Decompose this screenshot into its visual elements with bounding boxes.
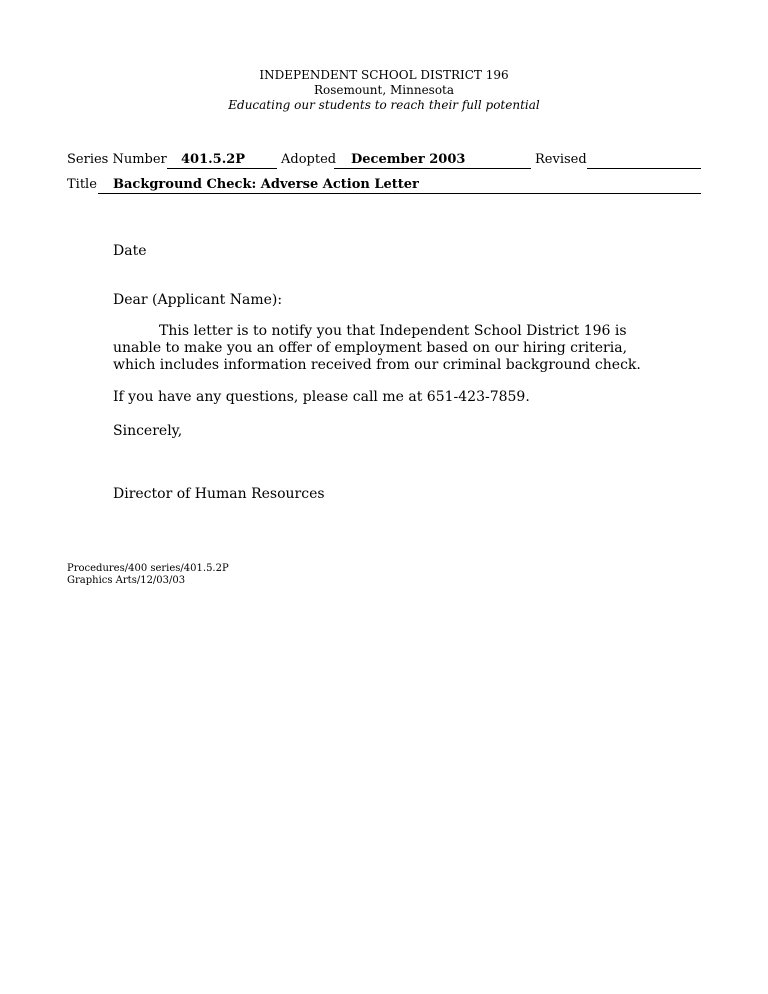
title-value: Background Check: Adverse Action Letter bbox=[113, 177, 419, 192]
footer-revision: Graphics Arts/12/03/03 bbox=[67, 575, 186, 586]
district-name: INDEPENDENT SCHOOL DISTRICT 196 bbox=[259, 68, 509, 82]
footer-path: Procedures/400 series/401.5.2P bbox=[67, 563, 229, 574]
letter-body-line-2: unable to make you an offer of employment based on our hiring criteria, bbox=[113, 340, 628, 356]
revised-field bbox=[587, 151, 701, 169]
series-number-label: Series Number bbox=[67, 152, 167, 167]
letter-date: Date bbox=[113, 243, 147, 259]
policy-title-row bbox=[67, 176, 701, 194]
series-number-value: 401.5.2P bbox=[181, 152, 246, 167]
revised-label: Revised bbox=[535, 152, 587, 167]
letter-closing: Sincerely, bbox=[113, 423, 183, 439]
adopted-value: December 2003 bbox=[351, 152, 466, 167]
policy-meta-row bbox=[67, 151, 701, 169]
adopted-label: Adopted bbox=[281, 152, 337, 167]
district-city: Rosemount, Minnesota bbox=[313, 83, 455, 97]
letter-body-line-3: which includes information received from our criminal background check. bbox=[113, 357, 641, 373]
title-label: Title bbox=[67, 177, 97, 192]
district-motto: Educating our students to reach their full potential bbox=[228, 98, 540, 112]
letter-signer: Director of Human Resources bbox=[113, 486, 325, 502]
letter-questions: If you have any questions, please call me at 651-423-7859. bbox=[113, 389, 530, 405]
letter-body-line-1: This letter is to notify you that Independent School District 196 is bbox=[159, 323, 627, 339]
letter-salutation: Dear (Applicant Name): bbox=[113, 292, 283, 308]
